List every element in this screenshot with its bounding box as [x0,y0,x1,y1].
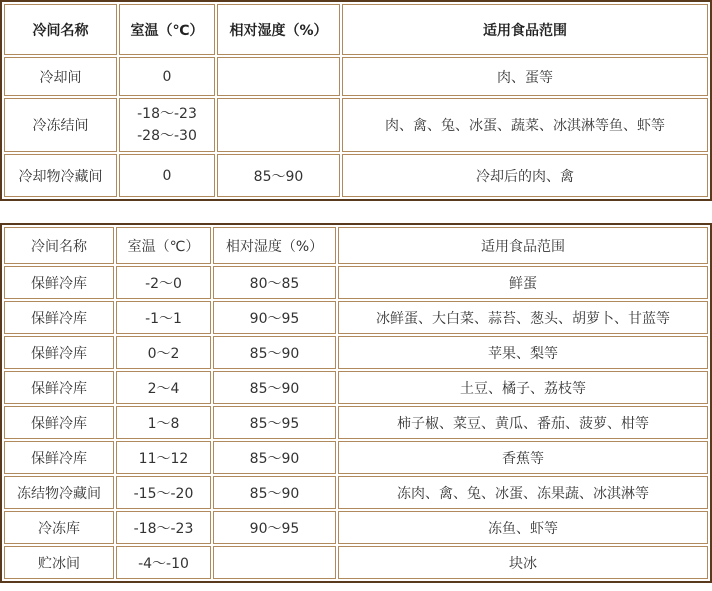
cell-humidity: 85～90 [217,154,340,197]
cell-temperature: -1～1 [116,301,211,334]
cell-humidity: 80～85 [213,266,336,299]
cell-food-range: 肉、蛋等 [342,57,708,96]
cell-humidity: 85～90 [213,441,336,474]
cell-room-name: 保鲜冷库 [4,336,114,369]
header-food-range: 适用食品范围 [338,227,708,264]
cell-temperature: 11～12 [116,441,211,474]
cold-room-table-1 [0,0,712,201]
cell-temperature: 0 [119,154,215,197]
table-row [4,511,708,544]
cell-food-range: 块冰 [338,546,708,579]
header-temperature: 室温（℃） [116,227,211,264]
table-row [4,301,708,334]
header-room-name: 冷间名称 [4,227,114,264]
cell-room-name: 保鲜冷库 [4,301,114,334]
cell-food-range: 冻鱼、虾等 [338,511,708,544]
cell-food-range: 土豆、橘子、荔枝等 [338,371,708,404]
cell-food-range: 肉、禽、兔、冰蛋、蔬菜、冰淇淋等鱼、虾等 [342,98,708,152]
cell-humidity: 85～90 [213,336,336,369]
header-room-name: 冷间名称 [4,4,117,55]
cell-room-name: 贮冰间 [4,546,114,579]
header-humidity: 相对湿度（%） [217,4,340,55]
cell-room-name: 保鲜冷库 [4,406,114,439]
cell-humidity: 85～95 [213,406,336,439]
cell-temperature: -18～-23 -28～-30 [119,98,215,152]
cell-room-name: 冷冻结间 [4,98,117,152]
cell-room-name: 保鲜冷库 [4,441,114,474]
cell-room-name: 保鲜冷库 [4,371,114,404]
table-row [4,266,708,299]
cell-room-name: 冷却物冷藏间 [4,154,117,197]
table-row [4,371,708,404]
cell-temperature: 1～8 [116,406,211,439]
table-row [4,476,708,509]
cell-temperature: 0 [119,57,215,96]
cell-food-range: 苹果、梨等 [338,336,708,369]
cell-temperature: -2～0 [116,266,211,299]
table-header-row [4,227,708,264]
cell-room-name: 冷却间 [4,57,117,96]
cell-food-range: 香蕉等 [338,441,708,474]
cell-temperature: 0～2 [116,336,211,369]
table-row [4,546,708,579]
cell-food-range: 鲜蛋 [338,266,708,299]
table-header-row [4,4,708,55]
table-row [4,336,708,369]
cell-temperature: 2～4 [116,371,211,404]
table-row [4,57,708,96]
cell-humidity [217,57,340,96]
cell-food-range: 冰鲜蛋、大白菜、蒜苔、葱头、胡萝卜、甘蓝等 [338,301,708,334]
cell-food-range: 柿子椒、菜豆、黄瓜、番茄、菠萝、柑等 [338,406,708,439]
cell-room-name: 保鲜冷库 [4,266,114,299]
table-row [4,154,708,197]
cell-humidity [217,98,340,152]
cell-room-name: 冻结物冷藏间 [4,476,114,509]
cell-humidity: 85～90 [213,476,336,509]
cell-temperature: -4～-10 [116,546,211,579]
cell-temperature: -15～-20 [116,476,211,509]
cell-temperature: -18～-23 [116,511,211,544]
cell-humidity: 85～90 [213,371,336,404]
cell-humidity [213,546,336,579]
header-temperature: 室温（℃） [119,4,215,55]
cell-food-range: 冷却后的肉、禽 [342,154,708,197]
table-row [4,441,708,474]
cell-room-name: 冷冻库 [4,511,114,544]
cell-humidity: 90～95 [213,511,336,544]
table-row [4,98,708,152]
header-food-range: 适用食品范围 [342,4,708,55]
cold-room-table-2 [0,223,712,583]
table-row [4,406,708,439]
header-humidity: 相对湿度（%） [213,227,336,264]
cell-food-range: 冻肉、禽、兔、冰蛋、冻果蔬、冰淇淋等 [338,476,708,509]
cell-humidity: 90～95 [213,301,336,334]
